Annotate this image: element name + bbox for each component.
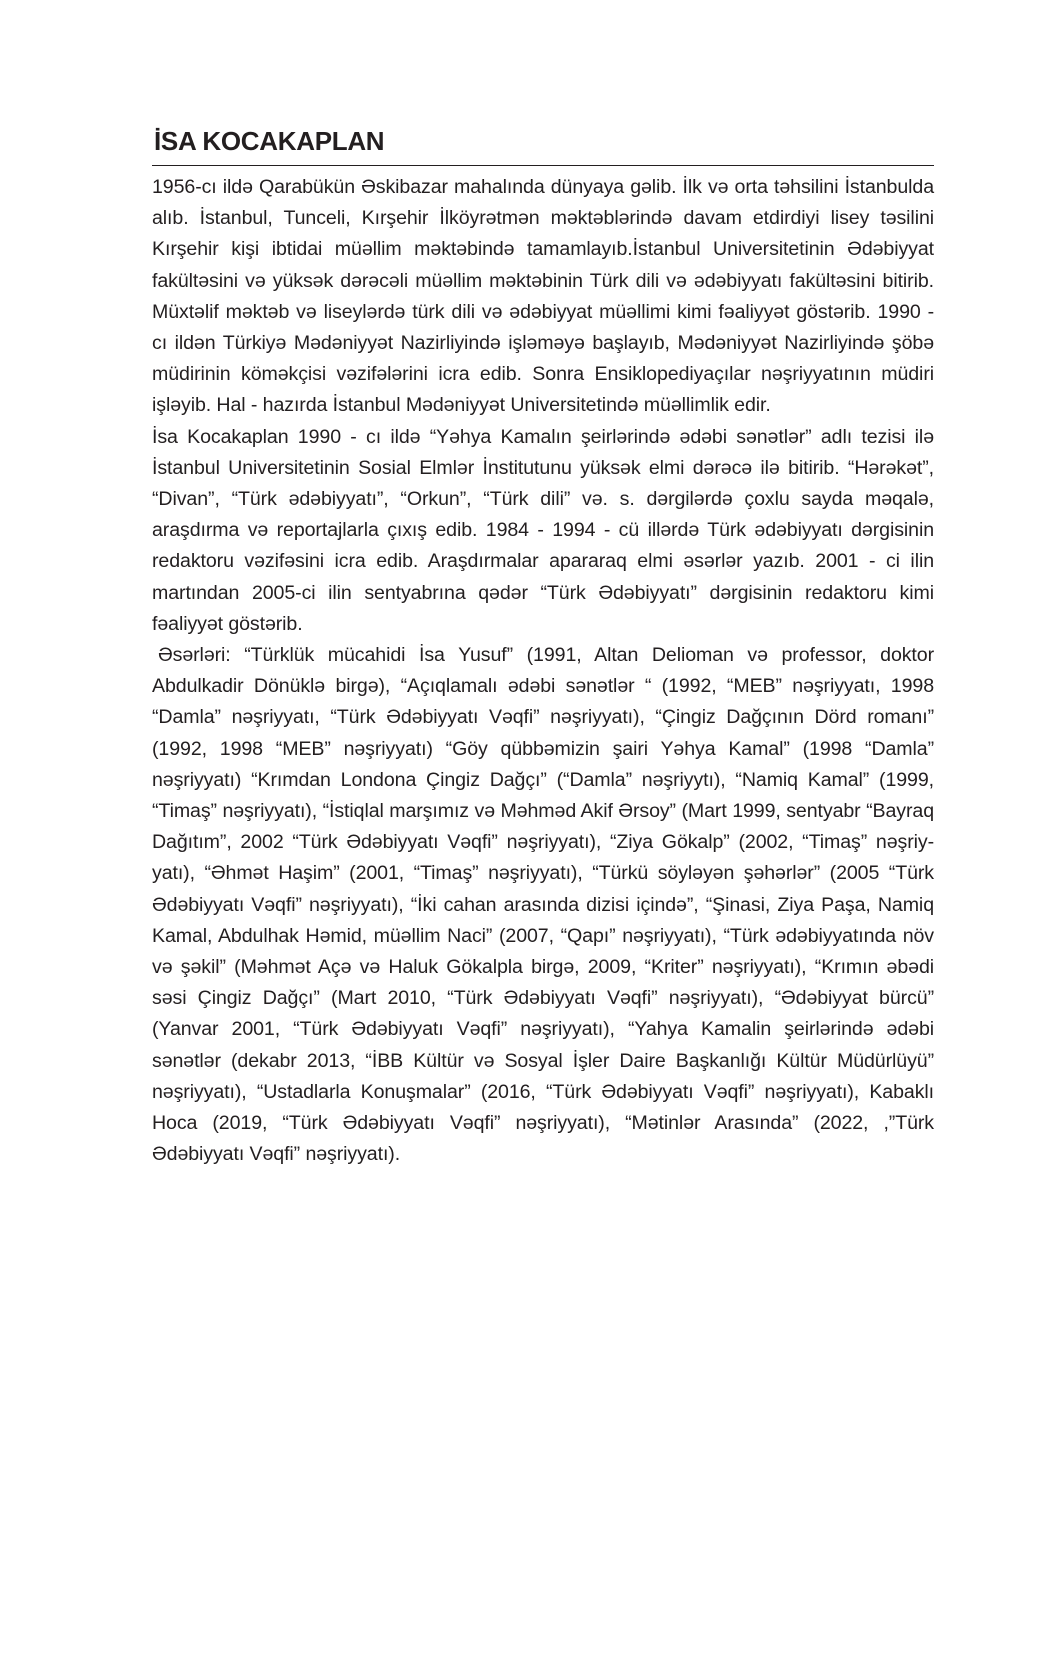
works-paragraph: Əsərləri: “Türklük mücahidi İsa Yusuf” (1991, Altan Delioman və professor, doktor Abdulkadir Dönüklə birgə), “Açıqlamalı ədəbi sənətlər “ (1992, “MEB” nəşriyyatı, 1998 “Damla” nəşriyyatı, “Türk Ədəbiyyatı Vəqfi” nəşriyyatı), “Çingiz Dağçının Dörd romanı” (1992, 1998 “MEB” nəşriyyatı) “Göy qübbəmizin şairi Yəhya Kamal” (1998 “Damla” nəşriyyatı) “Krımdan Londona Çingiz Dağçı” (“Damla” nəşriyytı), “Namiq Kamal” (1999, “Timaş” nəşriyyatı), “İstiqlal marşımız və Məhməd Akif Ərsoy” (Mart 1999, sentyabr “Bayraq Dağıtım”, 2002 “Türk Ədəbiyyatı Vəqfi” nəşriyyatı), “Ziya Gökalp” (2002, “Timaş” nəşriy- yatı), “Əhmət Haşim” (2001, “Timaş” nəşriyyatı), “Türkü söyləyən şəhərlər” (2005 “Türk Ədəbiyyatı Vəqfi” nəşriyyatı), “İki cahan arasında dizisi içində”, “Şinasi, Ziya Paşa, Namiq Kamal, Abdulhak Həmid, müəllim Naci” (2007, “Qapı” nəşriyyatı), “Türk ədəbiyyatında növ və şəkil” (Məhmət Açə və Haluk Gökalpla birgə, 2009, “Kriter” nəşriyyatı), “Krımın əbədi səsi Çingiz Dağçı” (Mart 2010, “Türk Ədəbiyyatı Vəqfi” nəşriyyatı), “Ədəbiyyat bürcü” (Yanvar 2001, “Türk Ədəbiyyatı Vəqfi” nəşriyyatı), “Yahya Kamalin şeirlərində ədəbi sənətlər (dekabr 2013, “İBB Kültür və Sosyal İşler Daire Başkanlığı Kültür Müdürlüyü” nəşriyyatı), “Ustadlarla Konuşmalar” (2016, “Türk Ədəbiyyatı Vəqfi” nəşriyyatı), Kabaklı Hoca (2019, “Türk Ədəbiyyatı Vəqfi” nəşriyyatı), “Mətinlər Arasında” (2022, ,”Türk Ədəbiyyatı Vəqfi” nəşriyyatı). [152, 644, 934, 1166]
biography-paragraph: 1956-cı ildə Qarabükün Əskibazar mahalında dünyaya gəlib. İlk və orta təhsilini İstanbulda alıb. İstanbul, Tunceli, Kırşehir İlköyrətmən məktəblərində davam etdirdiyi lisey təsilini Kırşehir kişi ibtidai müəllim məktəbində tamamlayıb.İstanbul Universitetinin Ədəbiyyat fakültəsini və yüksək dərəcəli müəllim məktəbinin Türk dili və ədəbiyyatı fakültəsini bitirib. Müxtəlif məktəb və liseylərdə türk dili və ədəbiyyat müəllimi kimi fəaliyyət göstərib. 1990 - cı ildən Türkiyə Mədəniyyət Nazirliyində işləməyə başlayıb, Mədəniyyət Nazirliyində şöbə müdirinin köməkçisi vəzifələrini icra edib. Sonra Ensiklopediyaçılar nəşriyyatının müdiri işləyib. Hal - hazırda İstanbul Mədəniyyət Universitetində müəllimlik edir. [152, 176, 934, 417]
career-paragraph: İsa Kocakaplan 1990 - cı ildə “Yəhya Kamalın şeirlərində ədəbi sənətlər” adlı tezisi ilə İstanbul Universitetinin Sosial Elmlər İnstitutunu yüksək elmi dərəcə ilə bitirib. “Hərəkət”, “Divan”, “Türk ədəbiyyatı”, “Orkun”, “Türk dili” və. s. dərgilərdə çoxlu sayda məqalə, araşdırma və reportajlarla çıxış edib. 1984 - 1994 - cü illərdə Türk ədəbiyyatı dərgisinin redaktoru vəzifəsini icra edib. Araşdırmalar apararaq elmi əsərlər yazıb. 2001 - ci ilin martından 2005-ci ilin sentyabrına qədər “Türk Ədəbiyyatı” dərgisinin redaktoru kimi fəaliyyət göstərib. [152, 425, 934, 635]
page-title: İSA KOCAKAPLAN [154, 126, 385, 156]
page-content [152, 126, 934, 1171]
title-divider [152, 165, 934, 166]
